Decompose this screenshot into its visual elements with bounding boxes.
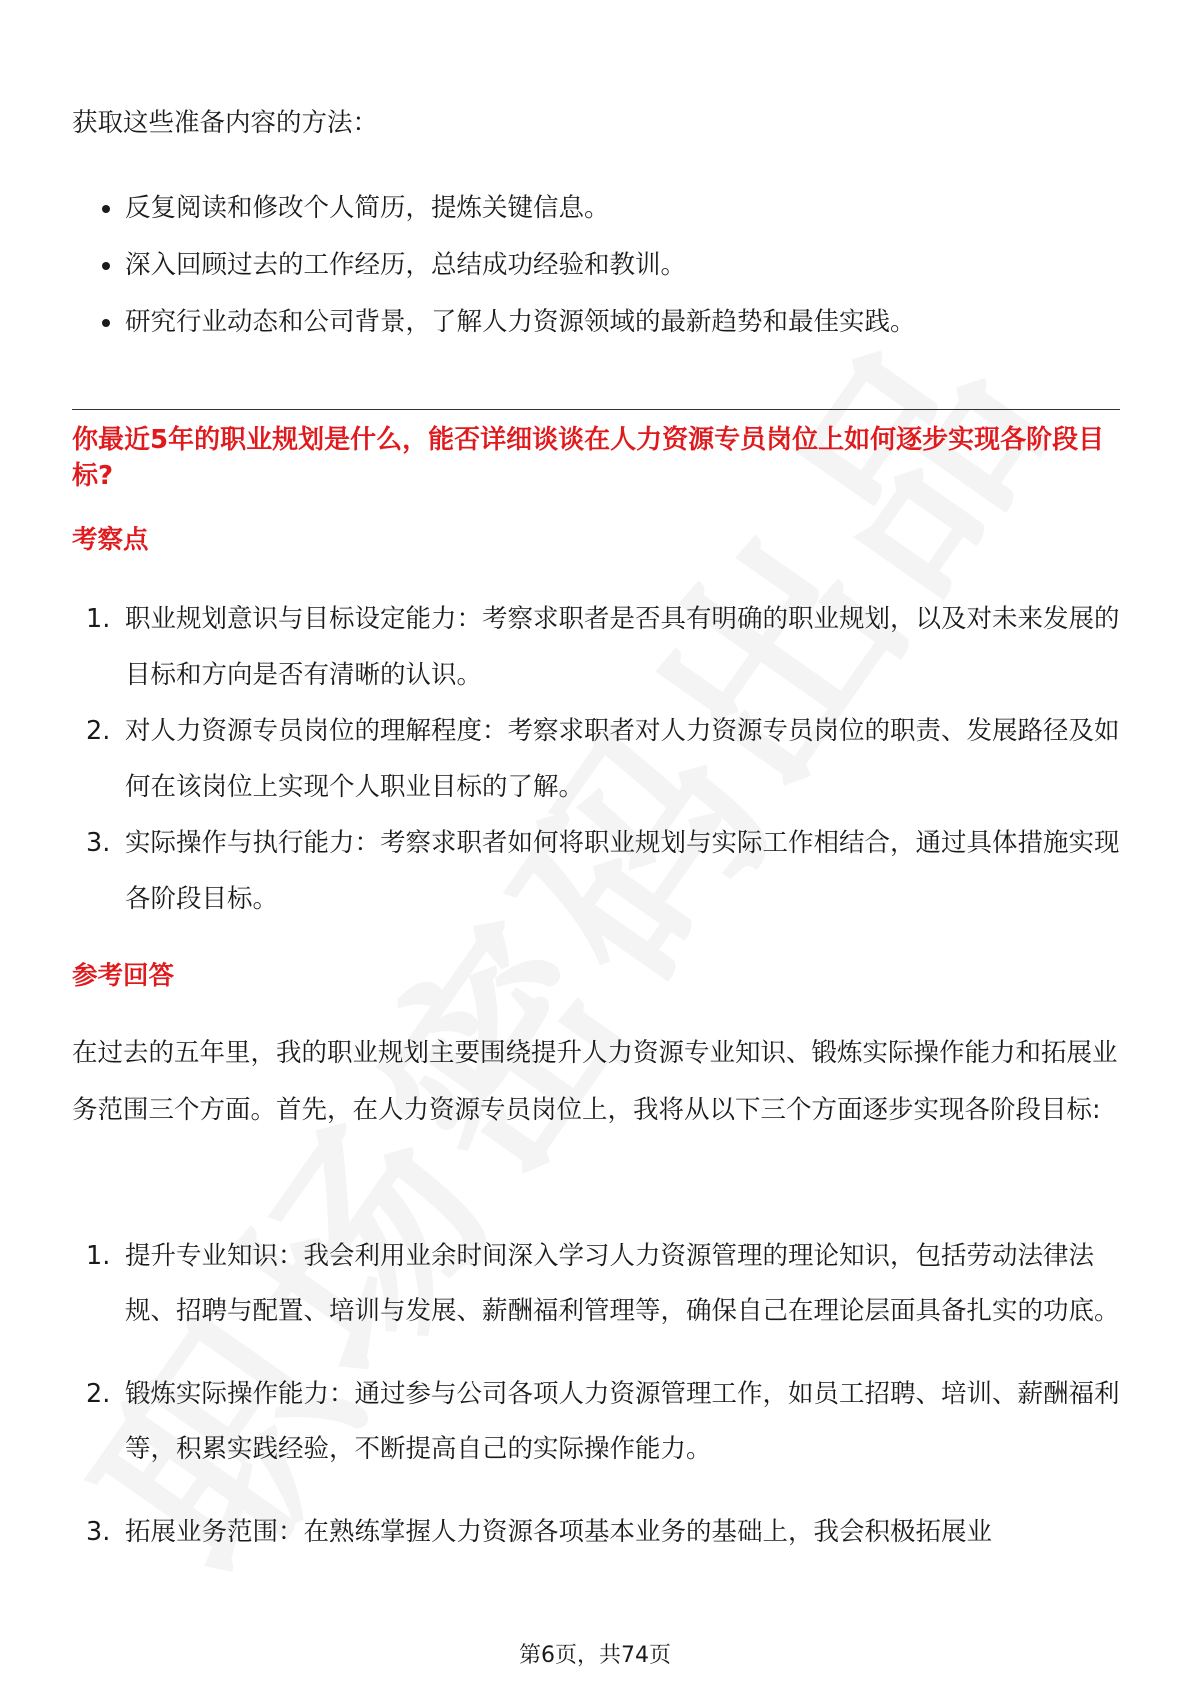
section-divider	[72, 409, 1120, 410]
list-item: 研究行业动态和公司背景，了解人力资源领域的最新趋势和最佳实践。	[72, 294, 1122, 351]
intro-text: 获取这些准备内容的方法：	[72, 108, 379, 138]
list-item: 反复阅读和修改个人简历，提炼关键信息。	[72, 180, 1122, 237]
bullet-icon	[102, 319, 110, 327]
assessment-list	[72, 591, 1122, 927]
question-heading: 你最近5年的职业规划是什么，能否详细谈谈在人力资源专员岗位上如何逐步实现各阶段目标?	[72, 425, 1105, 491]
list-item: 2. 锻炼实际操作能力：通过参与公司各项人力资源管理工作，如员工招聘、培训、薪酬福利等，积累实践经验，不断提高自己的实际操作能力。	[86, 1379, 1120, 1464]
answer-list	[72, 1229, 1122, 1588]
heading-reference-answer: 参考回答	[72, 961, 175, 991]
answer-intro: 在过去的五年里，我的职业规划主要围绕提升人力资源专业知识、锻炼实际操作能力和拓展业务范围三个方面。首先，在人力资源专员岗位上，我将从以下三个方面逐步实现各阶段目标:	[72, 1038, 1118, 1125]
list-item: 3. 实际操作与执行能力：考察求职者如何将职业规划与实际工作相结合，通过具体措施实现各阶段目标。	[86, 828, 1120, 914]
bullet-icon	[102, 205, 110, 213]
bullet-list	[72, 180, 1122, 351]
heading-assessment-points: 考察点	[72, 525, 149, 555]
bullet-icon	[102, 262, 110, 270]
list-item: 2. 对人力资源专员岗位的理解程度：考察求职者对人力资源专员岗位的职责、发展路径及如何在该岗位上实现个人职业目标的了解。	[86, 716, 1120, 802]
list-item: 1. 职业规划意识与目标设定能力：考察求职者是否具有明确的职业规划，以及对未来发展的目标和方向是否有清晰的认识。	[86, 604, 1120, 690]
list-item: 深入回顾过去的工作经历，总结成功经验和教训。	[72, 237, 1122, 294]
list-item: 3. 拓展业务范围：在熟练掌握人力资源各项基本业务的基础上，我会积极拓展业	[86, 1517, 993, 1547]
page-number: 第6页，共74页	[519, 1643, 671, 1668]
list-item: 1. 提升专业知识：我会利用业余时间深入学习人力资源管理的理论知识，包括劳动法律法规、招聘与配置、培训与发展、薪酬福利管理等，确保自己在理论层面具备扎实的功底。	[86, 1241, 1120, 1326]
